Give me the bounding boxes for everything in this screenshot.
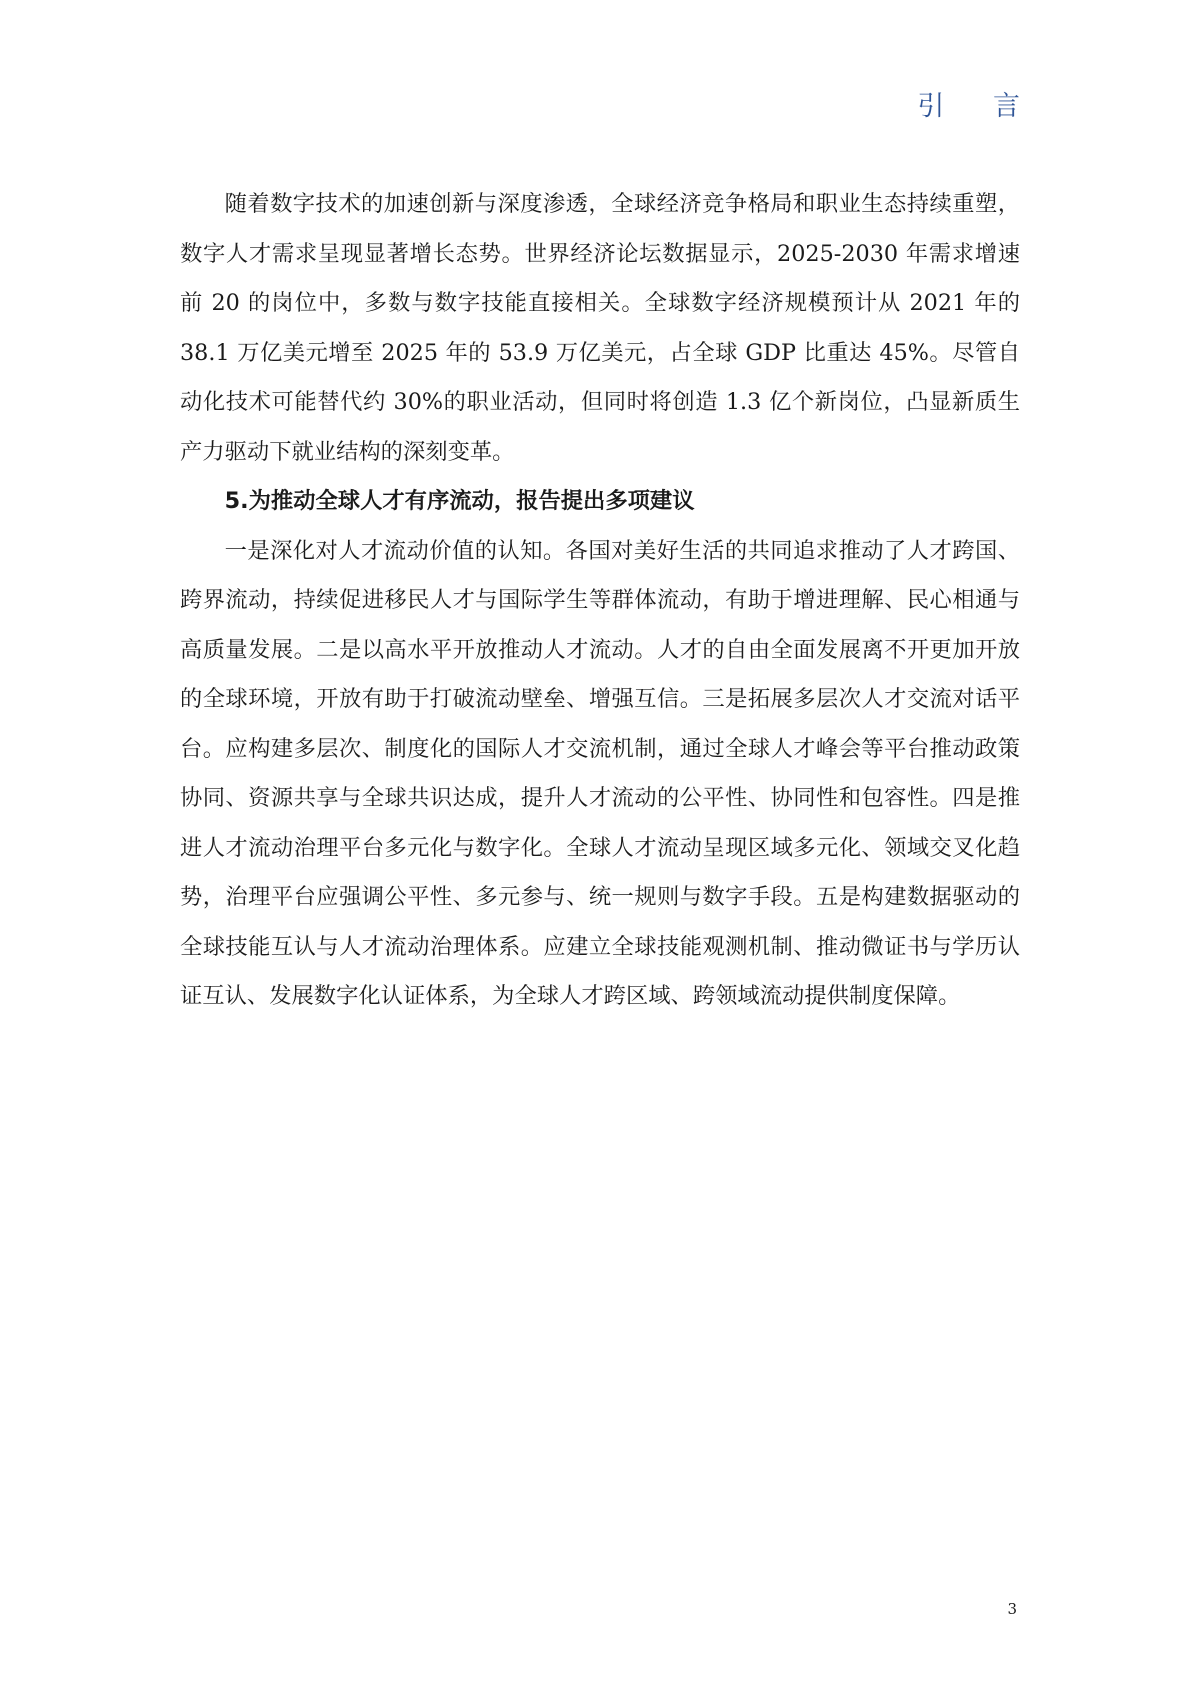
- running-header-title: 引 言: [917, 91, 1040, 122]
- page-number: 3: [1007, 1600, 1017, 1618]
- recommendations-paragraph: 一是深化对人才流动价值的认知。各国对美好生活的共同追求推动了人才跨国、跨界流动，持续促进移民人才与国际学生等群体流动，有助于增进理解、民心相通与高质量发展。二是以高水平开放推动人才流动。人才的自由全面发展离不开更加开放的全球环境，开放有助于打破流动壁垒、增强互信。三是拓展多层次人才交流对话平台。应构建多层次、制度化的国际人才交流机制，通过全球人才峰会等平台推动政策协同、资源共享与全球共识达成，提升人才流动的公平性、协同性和包容性。四是推进人才流动治理平台多元化与数字化。全球人才流动呈现区域多元化、领域交叉化趋势，治理平台应强调公平性、多元参与、统一规则与数字手段。五是构建数据驱动的全球技能互认与人才流动治理体系。应建立全球技能观测机制、推动微证书与学历认证互认、发展数字化认证体系，为全球人才跨区域、跨领域流动提供制度保障。: [180, 537, 1020, 1009]
- intro-paragraph: 随着数字技术的加速创新与深度渗透，全球经济竞争格局和职业生态持续重塑，数字人才需求呈现显著增长态势。世界经济论坛数据显示，2025-2030 年需求增速前 20 的岗位中，多数与数字技能直接相关。全球数字经济规模预计从 2021 年的 38.1 万亿美元增至 2025 年的 53.9 万亿美元，占全球 GDP 比重达 45%。尽管自动化技术可能替代约 30%的职业活动，但同时将创造 1.3 亿个新岗位，凸显新质生产力驱动下就业结构的深刻变革。: [180, 191, 1020, 465]
- body-text: [180, 180, 1020, 1022]
- section-heading: 5.为推动全球人才有序流动，报告提出多项建议: [224, 488, 695, 514]
